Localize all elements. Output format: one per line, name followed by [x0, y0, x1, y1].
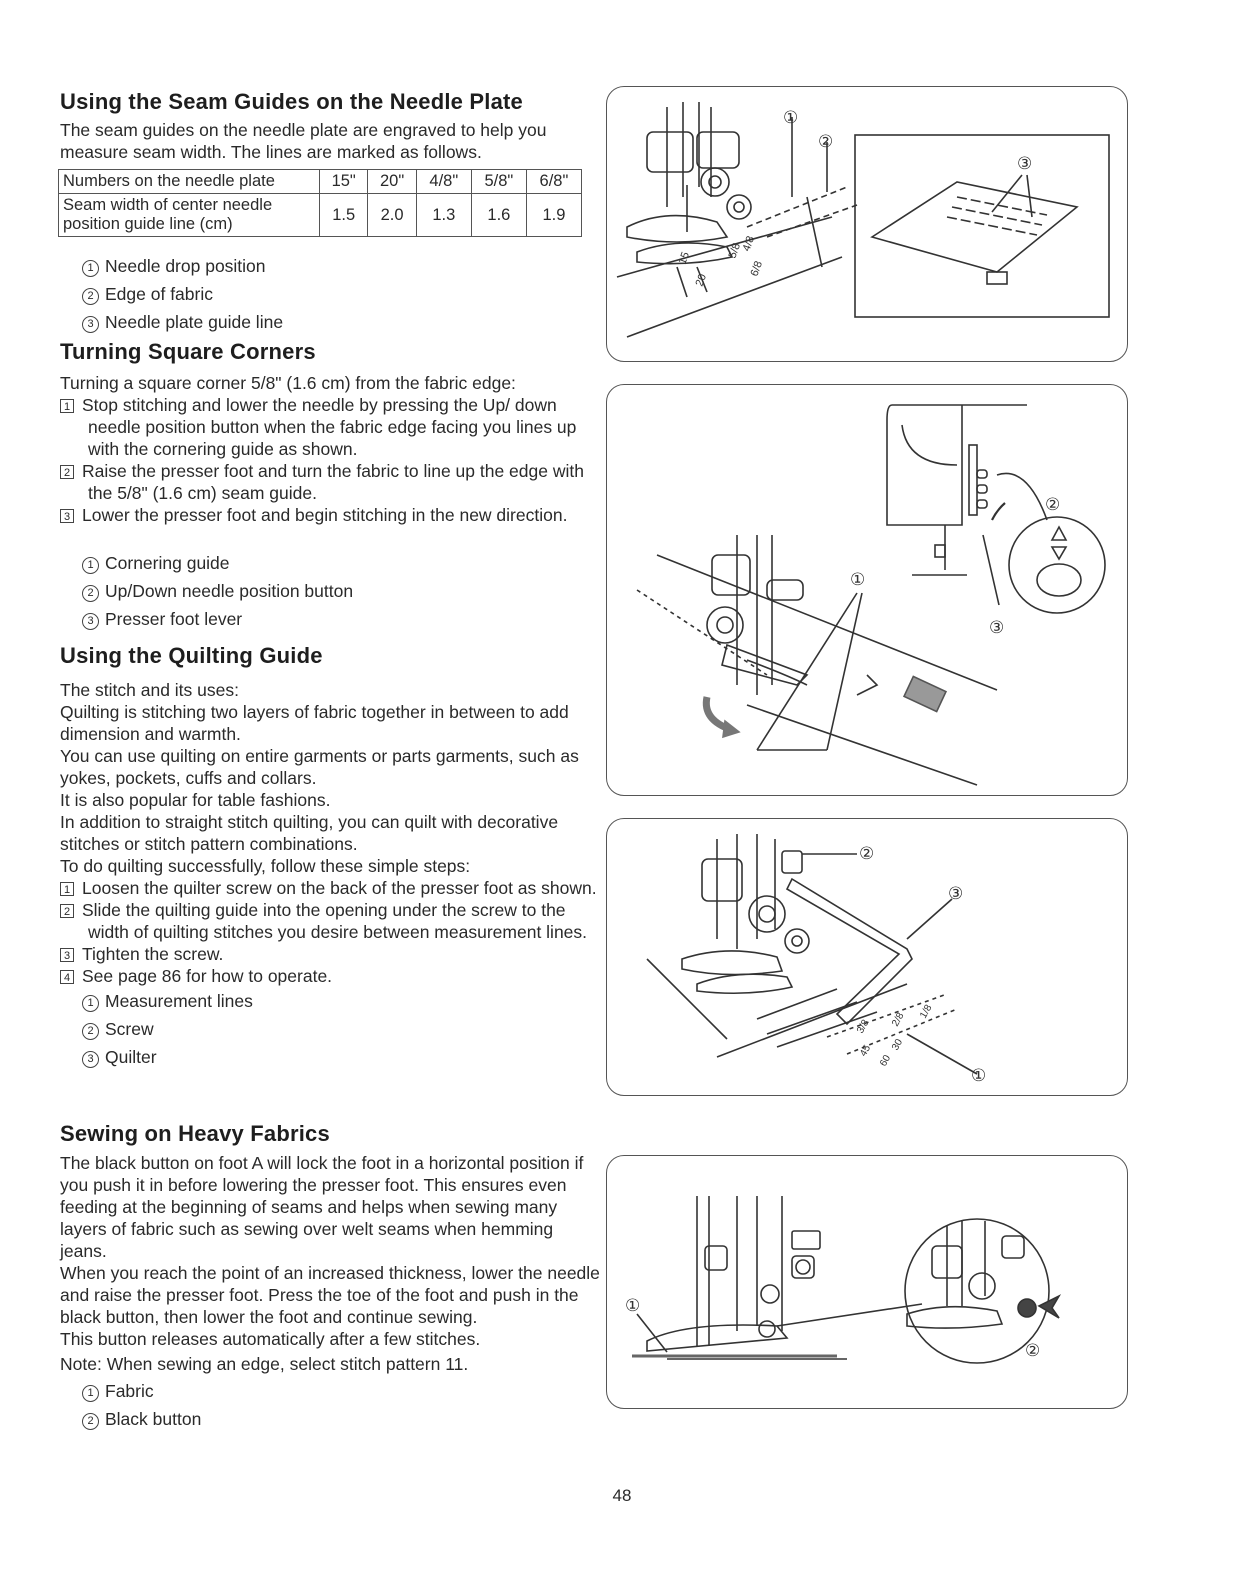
list-item: 3 Needle plate guide line	[60, 308, 600, 336]
plate-mark-4-8: 4/8	[740, 234, 758, 254]
table-row-label: Numbers on the needle plate	[59, 170, 320, 194]
callout-3: ③	[1017, 154, 1033, 173]
table-row	[59, 194, 582, 237]
list-item: 2 Edge of fabric	[60, 280, 600, 308]
list-item: 2 Raise the presser foot and turn the fabric to line up the edge with the 5/8" (1.6 cm) seam guide.	[60, 460, 600, 504]
table-cell: 6/8"	[526, 170, 581, 194]
callout-1: ①	[971, 1066, 987, 1085]
square-corner-illustration	[606, 384, 1128, 796]
paragraph: It is also popular for table fashions.	[60, 790, 331, 810]
list-item: 1 Stop stitching and lower the needle by pressing the Up/ down needle position button when the fabric edge facing you lines up with the cornering guide as shown.	[60, 394, 600, 460]
list-item: 2 Slide the quilting guide into the opening under the screw to the width of quilting stitches you desire between measurement lines.	[60, 899, 600, 943]
callout-2: ②	[1025, 1341, 1041, 1360]
square-corners-heading: Turning Square Corners	[60, 339, 316, 364]
heavy-fabrics-text	[60, 1152, 600, 1433]
table-row	[59, 170, 582, 194]
quilt-mark-45: 45	[858, 1043, 874, 1059]
callout-2: ②	[859, 844, 875, 863]
step-number: 3	[60, 948, 74, 962]
page-number: 48	[612, 1486, 632, 1505]
list-item: 3 Presser foot lever	[60, 605, 600, 633]
marker-3: 3	[82, 316, 99, 333]
marker-3: 3	[82, 1051, 99, 1068]
marker-1: 1	[82, 557, 99, 574]
list-item: 3 Lower the presser foot and begin stitching in the new direction.	[60, 504, 600, 526]
table-cell: 4/8"	[416, 170, 471, 194]
step-number: 1	[60, 399, 74, 413]
needle-plate-illustration	[606, 86, 1128, 362]
seam-guides-heading: Using the Seam Guides on the Needle Plate	[60, 89, 523, 114]
seam-width-table	[58, 169, 582, 237]
list-item: 2 Screw	[60, 1015, 600, 1043]
table-cell: 1.3	[416, 194, 471, 237]
plate-mark-5-8: 5/8	[726, 241, 744, 261]
list-item: 3 Tighten the screw.	[60, 943, 600, 965]
marker-1: 1	[82, 260, 99, 277]
seam-guides-legend	[60, 252, 600, 336]
list-item: 1 Cornering guide	[60, 549, 600, 577]
marker-2: 2	[82, 585, 99, 602]
heavy-fabrics-heading: Sewing on Heavy Fabrics	[60, 1121, 330, 1146]
table-cell: 15"	[320, 170, 368, 194]
paragraph: The stitch and its uses:	[60, 680, 239, 700]
callout-3: ③	[948, 884, 964, 903]
table-cell: 20"	[368, 170, 416, 194]
square-corners-steps	[60, 394, 600, 526]
table-cell: 1.6	[471, 194, 526, 237]
heavy-fabrics-legend	[60, 1377, 600, 1433]
callout-2: ②	[1045, 495, 1061, 514]
paragraph: Note: When sewing an edge, select stitch pattern 11.	[60, 1354, 469, 1374]
marker-2: 2	[82, 288, 99, 305]
paragraph: You can use quilting on entire garments or parts garments, such as yokes, pockets, cuffs and collars.	[60, 746, 579, 788]
quilt-mark-3-8: 3/8	[855, 1017, 872, 1036]
marker-1: 1	[82, 995, 99, 1012]
marker-2: 2	[82, 1023, 99, 1040]
list-item: 3 Quilter	[60, 1043, 600, 1071]
quilt-mark-60: 60	[878, 1053, 894, 1069]
list-item: 1 Loosen the quilter screw on the back of the presser foot as shown.	[60, 877, 600, 899]
table-cell: 5/8"	[471, 170, 526, 194]
paragraph: When you reach the point of an increased thickness, lower the needle and raise the presser foot. Press the toe of the foot and push in the black button, then lower the foot and continue sewing.	[60, 1263, 600, 1327]
step-number: 1	[60, 882, 74, 896]
list-item: 1 Fabric	[60, 1377, 600, 1405]
paragraph: The black button on foot A will lock the foot in a horizontal position if you push it in before lowering the presser foot. This ensures even feeding at the beginning of seams and helps when sewing many layers of fabric such as sewing over welt seams when hemming jeans.	[60, 1153, 584, 1261]
step-number: 4	[60, 970, 74, 984]
table-cell: 1.5	[320, 194, 368, 237]
quilt-mark-2-8: 2/8	[890, 1010, 907, 1029]
quilting-text	[60, 679, 600, 1071]
paragraph: This button releases automatically after a few stitches.	[60, 1329, 481, 1349]
list-item: 1 Needle drop position	[60, 252, 600, 280]
table-cell: 1.9	[526, 194, 581, 237]
callout-2: ②	[818, 132, 834, 151]
step-number: 2	[60, 465, 74, 479]
quilting-steps	[60, 877, 600, 987]
list-item: 2 Up/Down needle position button	[60, 577, 600, 605]
marker-2: 2	[82, 1413, 99, 1430]
plate-mark-15: 15	[676, 250, 693, 267]
paragraph: Quilting is stitching two layers of fabric together in between to add dimension and warmth.	[60, 702, 569, 744]
callout-1: ①	[850, 570, 866, 589]
list-item: 4 See page 86 for how to operate.	[60, 965, 600, 987]
table-row-label: Seam width of center needle position guide line (cm)	[59, 194, 320, 237]
square-corners-legend	[60, 549, 600, 633]
step-number: 3	[60, 509, 74, 523]
seam-guides-intro: The seam guides on the needle plate are engraved to help you measure seam width. The lines are marked as follows.	[60, 120, 547, 162]
step-number: 2	[60, 904, 74, 918]
marker-1: 1	[82, 1385, 99, 1402]
plate-mark-6-8: 6/8	[748, 259, 766, 279]
paragraph: To do quilting successfully, follow these simple steps:	[60, 856, 471, 876]
list-item: 1 Measurement lines	[60, 987, 600, 1015]
marker-3: 3	[82, 613, 99, 630]
quilt-mark-30: 30	[890, 1037, 906, 1053]
callout-3: ③	[989, 618, 1005, 637]
table-cell: 2.0	[368, 194, 416, 237]
square-corners-intro: Turning a square corner 5/8" (1.6 cm) from the fabric edge:	[60, 373, 516, 393]
heavy-fabrics-illustration	[606, 1155, 1128, 1409]
quilting-legend	[60, 987, 600, 1071]
quilting-guide-illustration	[606, 818, 1128, 1096]
callout-1: ①	[783, 108, 799, 127]
plate-mark-20: 20	[693, 272, 710, 289]
callout-1: ①	[625, 1296, 641, 1315]
quilting-heading: Using the Quilting Guide	[60, 643, 323, 668]
quilt-mark-1-8: 1/8	[918, 1002, 935, 1021]
list-item: 2 Black button	[60, 1405, 600, 1433]
paragraph: In addition to straight stitch quilting, you can quilt with decorative stitches or stitch pattern combinations.	[60, 812, 559, 854]
